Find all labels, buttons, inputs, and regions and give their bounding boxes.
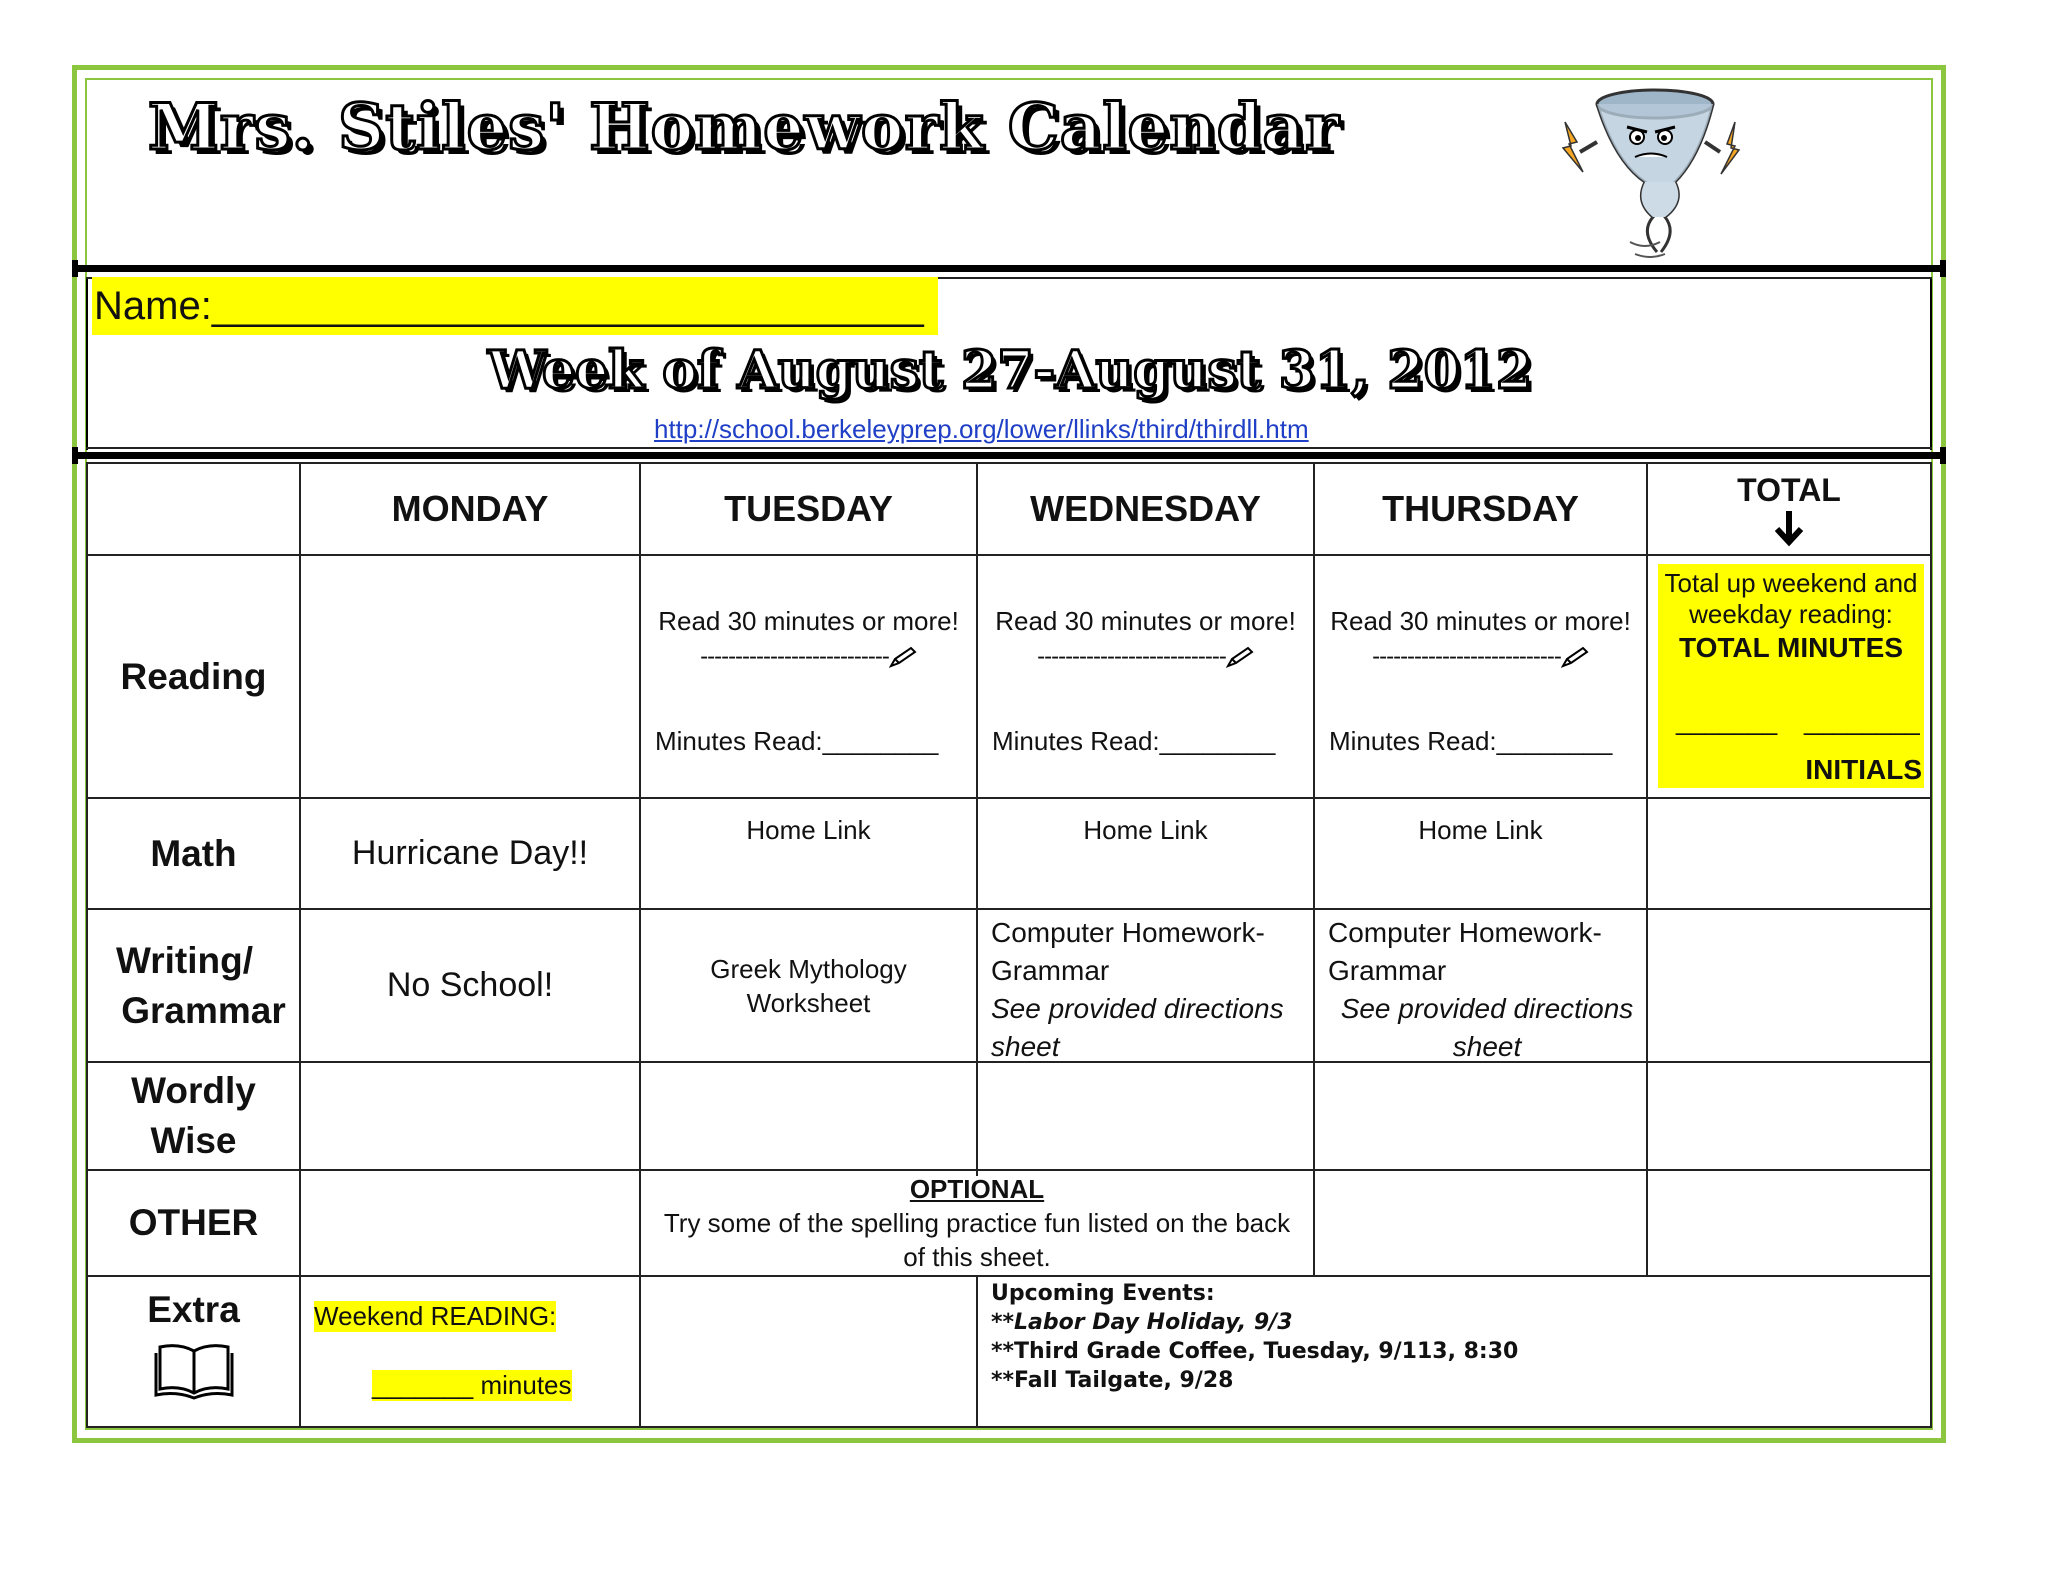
- week-title: Week of August 27-August 31, 2012: [487, 340, 1533, 401]
- pencil-icon: [889, 646, 917, 668]
- reading-tuesday: Read 30 minutes or more! --------------------------- Minutes Read:________: [655, 605, 959, 756]
- header-rule: [72, 452, 1946, 459]
- other-optional: OPTIONAL Try some of the spelling practice fun listed on the back of this sheet.: [663, 1174, 1291, 1272]
- row-label-writing-grammar: Writing/ Grammar: [116, 939, 286, 1031]
- name-field[interactable]: Name:________________________________: [92, 277, 938, 335]
- col-header-wednesday: WEDNESDAY: [1030, 488, 1261, 529]
- tornado-icon: [1535, 82, 1765, 262]
- writing-wednesday: Computer Homework- Grammar See provided directions sheet: [991, 917, 1284, 1062]
- math-wednesday: Home Link: [1083, 815, 1208, 845]
- writing-thursday: Computer Homework- Grammar See provided directions sheet: [1328, 917, 1634, 1062]
- col-header-thursday: THURSDAY: [1382, 488, 1579, 529]
- col-header-tuesday: TUESDAY: [724, 488, 893, 529]
- writing-monday: No School!: [386, 966, 554, 1004]
- weekend-reading-label: Weekend READING:: [314, 1301, 557, 1331]
- col-header-total: TOTAL: [1648, 464, 1930, 554]
- class-website-link[interactable]: http://school.berkeleyprep.org/lower/llinks/third/thirdll.htm: [654, 414, 1309, 444]
- row-label-extra: Extra: [88, 1285, 299, 1406]
- row-label-reading: Reading: [120, 655, 267, 697]
- upcoming-events: Upcoming Events: **Labor Day Holiday, 9/3 **Third Grade Coffee, Tuesday, 9/113, 8:30 **Fall Tailgate, 9/28: [991, 1281, 1519, 1393]
- reading-wednesday: Read 30 minutes or more! --------------------------- Minutes Read:________: [992, 605, 1296, 756]
- header-rule: [72, 265, 1946, 272]
- col-header-monday: MONDAY: [391, 488, 549, 529]
- book-icon: [154, 1341, 234, 1401]
- row-label-other: OTHER: [128, 1202, 259, 1243]
- down-arrow-icon: [1772, 509, 1806, 547]
- row-label-math: Math: [150, 832, 237, 874]
- math-thursday: Home Link: [1418, 815, 1543, 845]
- row-label-wordly-wise: Wordly Wise: [131, 1070, 256, 1161]
- writing-tuesday: Greek Mythology Worksheet: [710, 953, 907, 1018]
- pencil-icon: [1561, 646, 1589, 668]
- pencil-icon: [1226, 646, 1254, 668]
- math-tuesday: Home Link: [746, 815, 871, 845]
- total-minutes-box: Total up weekend and weekday reading: TOTAL MINUTES _______ ________ INITIALS: [1658, 564, 1924, 788]
- weekend-minutes-field[interactable]: _______ minutes: [372, 1370, 572, 1400]
- math-monday: Hurricane Day!!: [351, 834, 589, 872]
- page-title: Mrs. Stiles' Homework Calendar: [148, 90, 1340, 165]
- reading-thursday: Read 30 minutes or more! --------------------------- Minutes Read:________: [1329, 605, 1631, 756]
